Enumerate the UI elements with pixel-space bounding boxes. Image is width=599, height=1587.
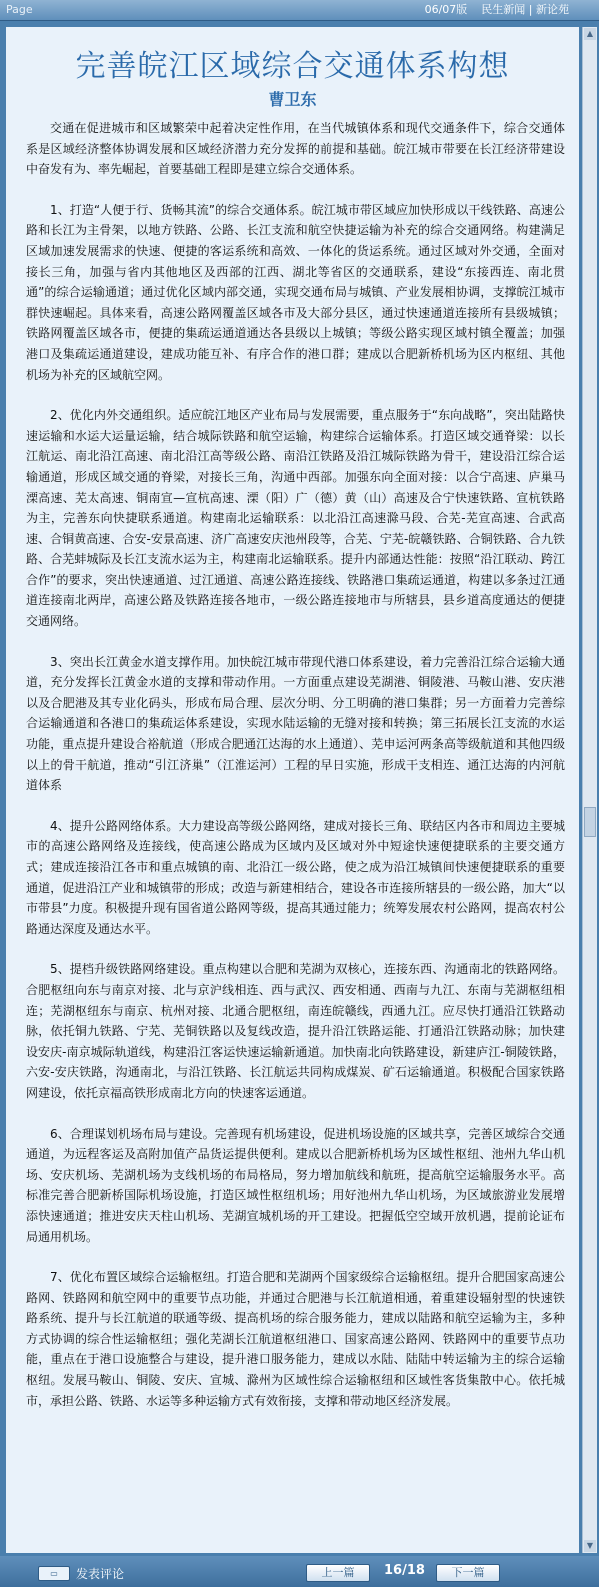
- paragraph: 3、突出长江黄金水道支撑作用。加快皖江城市带现代港口体系建设，着力完善沿江综合运输大通道，充分发挥长江黄金水道的支撑和带动作用。一方面重点建设芜湖港、铜陵港、马鞍山港、安庆港以及合肥港及其专业化码头，形成布局合理、层次分明、分工明确的港口集群；另一方面着力完善综合运输通道和各港口的集疏运体系建设，实现水陆运输的无缝对接和转换；第三拓展长江支流的水运功能，重点提升建设合裕航道（形成合肥通江达海的水上通道）、芜申运河两条高等级航道和其他四级以上的骨干航道，推动“引江济巢”（江淮运河）工程的早日实施，形成干支相连、通江达海的内河航道体系: [26, 654, 565, 793]
- article-body: [6, 118, 579, 1411]
- scroll-thumb[interactable]: [584, 807, 596, 837]
- article-author: 曹卫东: [268, 90, 317, 109]
- page-label: Page: [6, 3, 33, 16]
- article-title: 完善皖江区域综合交通体系构想: [75, 49, 510, 84]
- top-bar: [0, 0, 599, 21]
- vertical-scrollbar[interactable]: [582, 27, 597, 1553]
- page-indicator: 16/18: [384, 1563, 425, 1578]
- paragraph: 交通在促进城市和区域繁荣中起着决定性作用，在当代城镇体系和现代交通条件下，综合交通体系是区域经济整体协调发展和区域经济潜力充分发挥的前提和基础。皖江城市带要在长江经济带建设中奋发有为、率先崛起，首要基础工程即是建立综合交通体系。: [26, 121, 565, 177]
- bottom-bar: [0, 1556, 599, 1587]
- section-label[interactable]: 民生新闻 | 新论苑: [481, 3, 569, 16]
- scroll-down-icon[interactable]: ▼: [584, 1540, 596, 1552]
- paragraph: 1、打造“人便于行、货畅其流”的综合交通体系。皖江城市带区域应加快形成以干线铁路、高速公路和长江为主骨架，以地方铁路、公路、长江支流和航空快捷运输为补充的综合交通网络。构建满足区域加速发展需求的快速、便捷的客运系统和高效、一体化的货运系统。通过区域对外交通，全面对接长三角，加强与省内其他地区及西部的江西、湖北等省区的交通联系，建设“东接西连、南北贯通”的综合运输通道；通过优化区域内部交通，实现交通布局与城镇、产业发展相协调，支撑皖江城市群快速崛起。具体来看，高速公路网覆盖区域各市及大部分县区，通过快速通道连接所有县级城镇；铁路网覆盖区域各市，便捷的集疏运通道通达各县级以上城镇；等级公路实现区域村镇全覆盖；加强港口及集疏运通道建设，建成功能互补、有序合作的港口群；建成以合肥新桥机场为区内枢纽、其他机场为补充的区域航空网。: [26, 202, 565, 382]
- comment-label: 发表评论: [76, 1566, 125, 1581]
- section-info: [425, 0, 569, 20]
- next-article-button[interactable]: 下一篇: [436, 1564, 500, 1582]
- paragraph: 6、合理谋划机场布局与建设。完善现有机场建设，促进机场设施的区域共享，完善区域综合交通通道，为远程客运及高附加值产品货运提供便利。建成以合肥新桥机场为区域性枢纽、池州九华山机场、安庆机场、芜湖机场为支线机场的布局格局，努力增加航线和航班，提高航空运输服务水平。高标准完善合肥新桥国际机场设施，打造区域性枢纽机场；用好池州九华山机场，为区域旅游业发展增添快速通道；推进安庆天柱山机场、芜湖宣城机场的开工建设。把握低空空域开放机遇，提前论证布局通用机场。: [26, 1126, 565, 1244]
- paragraph: 2、优化内外交通组织。适应皖江地区产业布局与发展需要，重点服务于“东向战略”，突出陆路快速运输和水运大运量运输，结合城际铁路和航空运输，构建综合运输体系。打造区域交通脊梁：以长江航运、南北沿江高速、南北沿江高等级公路、南沿江铁路及沿江城际铁路为骨干，建设沿江综合运输通道，形成区域交通的脊梁，对接长三角，沟通中西部。加强东向全面对接：以合宁高速、庐巢马溧高速、芜太高速、铜南宣—宣杭高速、溧（阳）广（德）黄（山）高速及合宁快速铁路、宣杭铁路为主，完善东向快捷联系通道。构建南北运输联系：以北沿江高速滁马段、合芜-芜宣高速、合武高速、合铜黄高速、合安-安景高速、济广高速安庆池州段等，合芜、宁芜-皖赣铁路、合铜铁路、合九铁路、合芜蚌城际及长江支流水运为主，构建南北运输联系。提升内部通达性能：按照“沿江联动、跨江合作”的要求，突出快速通道、过江通道、高速公路连接线、铁路港口集疏运通道，构建以多条过江通道连接南北两岸，高速公路及铁路连接各地市，一级公路连接地市与所辖县，县乡道高度通达的便捷交通网络。: [26, 408, 565, 629]
- article-panel: [6, 27, 579, 1553]
- paragraph: 5、提档升级铁路网络建设。重点构建以合肥和芜湖为双核心，连接东西、沟通南北的铁路网络。合肥枢纽向东与南京对接、北与京沪线相连、西与武汉、西安相通、西南与九江、东南与芜湖枢纽相连；芜湖枢纽东与南京、杭州对接、北通合肥枢纽，南连皖赣线，西通九江。应尽快打通沿江铁路动脉，依托铜九铁路、宁芜、芜铜铁路以及复线改造，提升沿江铁路运能、打通沿江铁路动脉；加快建设安庆-南京城际轨道线，构建沿江客运快速运输新通道。加快南北向铁路建设，新建庐江-铜陵铁路，六安-安庆铁路，沟通南北，与沿江铁路、长江航运共同构成煤炭、矿石运输通道。积极配合国家铁路网建设，依托京福高铁形成南北方向的快速客运通道。: [26, 962, 565, 1100]
- issue-label: 06/07版: [424, 3, 468, 16]
- paragraph: 4、提升公路网络体系。大力建设高等级公路网络，建成对接长三角、联结区内各市和周边主要城市的高速公路网络及连接线，使高速公路成为区域内及区域对外中短途快速便捷联系的主要交通方式；建成连接沿江各市和重点城镇的南、北沿江一级公路，使之成为沿江城镇间快速便捷联系的重要通道，促进沿江产业和城镇带的形成；改造与新建相结合，建设各市连接所辖县的一级公路，加大“以市带县”力度。积极提升现有国省道公路网等级，提高其通过能力；统筹发展农村公路网，提高农村公路通达深度及通达水平。: [26, 818, 565, 936]
- paragraph: 7、优化布置区域综合运输枢纽。打造合肥和芜湖两个国家级综合运输枢纽。提升合肥国家高速公路网、铁路网和航空网中的重要节点功能，并通过合肥港与长江航道相通，着重建设辐射型的快速铁路系统、提升与长江航道的联通等级、提高机场的综合服务能力，建成以陆路和航空运输为主，多种方式协调的综合性运输枢纽；强化芜湖长江航道枢纽港口、国家高速公路网、铁路网中的重要节点功能，重点在于港口设施整合与建设，提升港口服务能力，建成以水陆、陆陆中转运输为主的综合运输枢纽。发展马鞍山、铜陵、安庆、宣城、滁州为区域性综合运输枢纽和区域性客货集散中心。依托城市，承担公路、铁路、水运等多种运输方式有效衔接，支撑和带动地区经济发展。: [26, 1270, 565, 1408]
- scroll-up-icon[interactable]: ▲: [584, 28, 596, 40]
- comment-button[interactable]: [38, 1564, 124, 1582]
- prev-article-button[interactable]: 上一篇: [306, 1564, 370, 1582]
- comment-icon: ▭: [38, 1566, 70, 1581]
